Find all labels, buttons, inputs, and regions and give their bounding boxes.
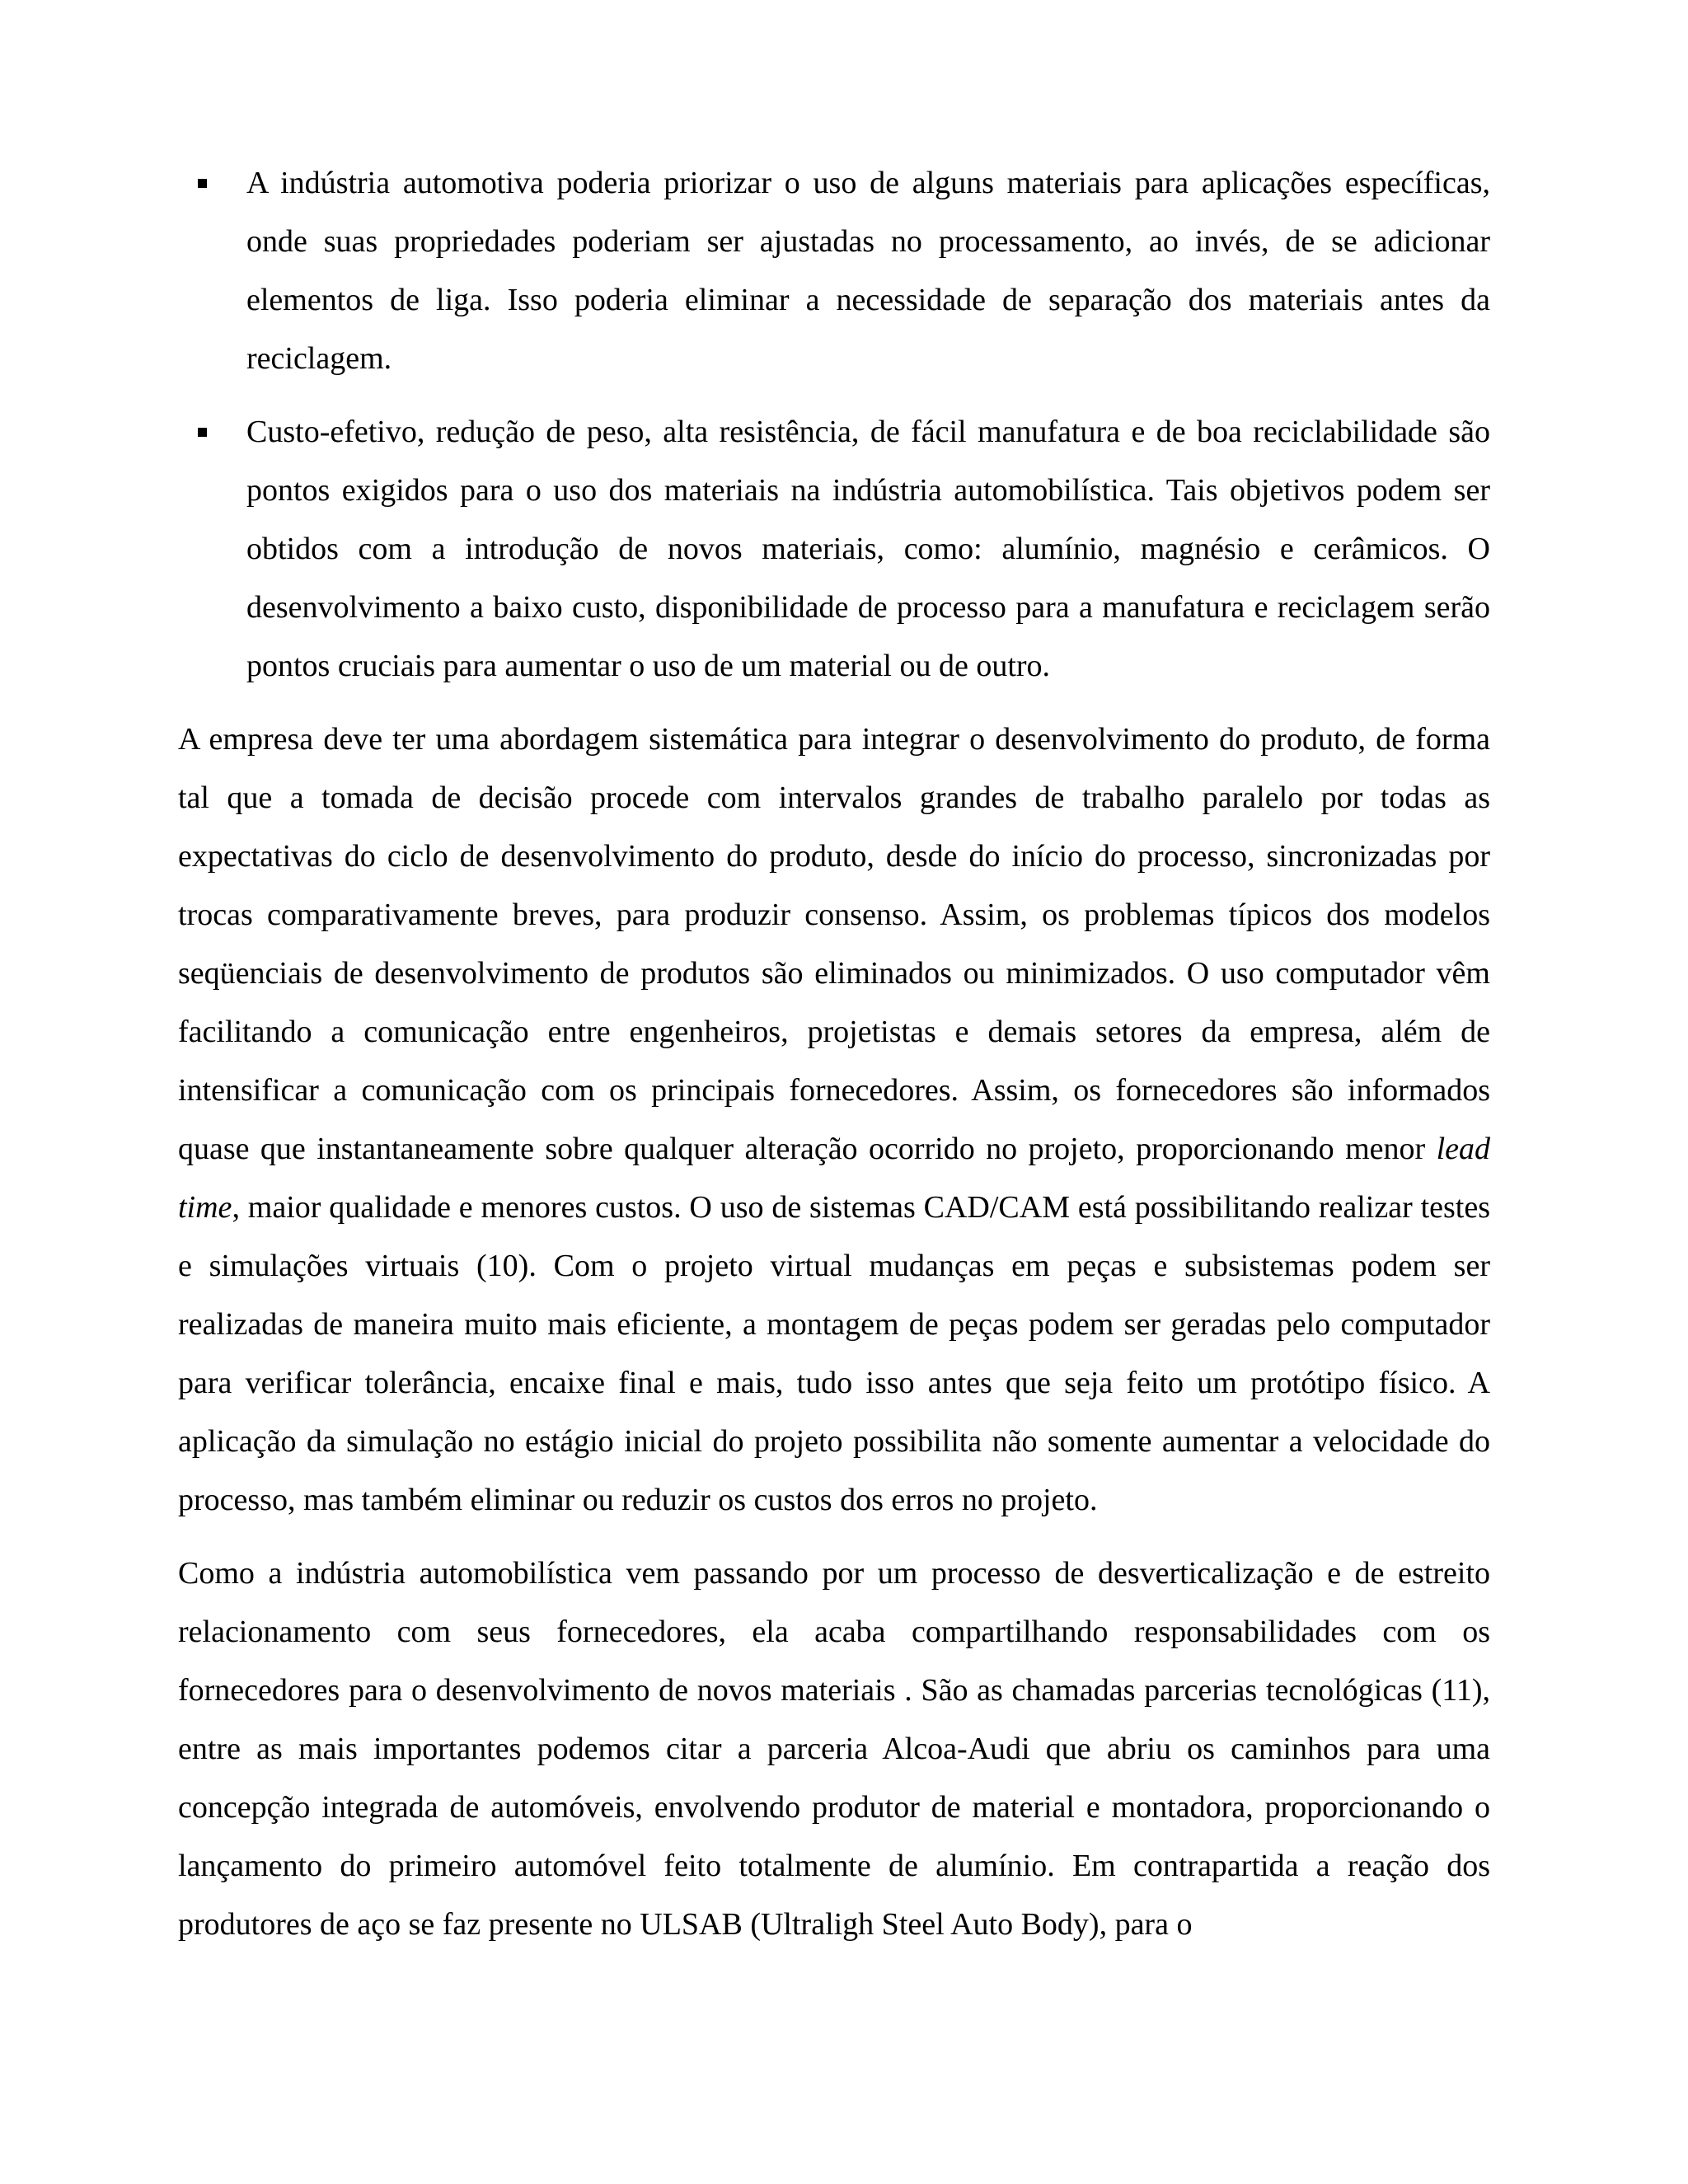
paragraph-text: Como a indústria automobilística vem passando por um processo de desverticalização e de estreito relacionamento com seus fornecedores, ela acaba compartilhando responsabilidades com os fornecedores para o desenvolvimento de novos materiais . São as chamadas parcerias tecnológicas (11), entre as mais importantes podemos citar a parceria Alcoa-Audi que abriu os caminhos para uma concepção integrada de automóveis, envolvendo produtor de material e montadora, proporcionando o lançamento do primeiro automóvel feito totalmente de alumínio. Em contrapartida a reação dos produtores de aço se faz presente no ULSAB (Ultraligh Steel Auto Body), para o [178, 1556, 1490, 1942]
square-bullet-icon [198, 179, 207, 188]
paragraph-technology-partnerships [178, 1544, 1490, 1954]
bullet-text: A indústria automotiva poderia priorizar o uso de alguns materiais para aplicações específicas, onde suas propriedades poderiam ser ajustadas no processamento, ao invés, de se adicionar elementos de liga. Isso poderia eliminar a necessidade de separação dos materiais antes da reciclagem. [246, 166, 1490, 376]
bullet-item-cost-effective [178, 403, 1490, 696]
paragraph-product-development [178, 710, 1490, 1530]
bullet-item-materials-priority [178, 154, 1490, 388]
bullet-list [178, 154, 1490, 696]
document-body [178, 154, 1490, 1969]
paragraph-text: , maior qualidade e menores custos. O uso de sistemas CAD/CAM está possibilitando realizar testes e simulações virtuais (10). Com o projeto virtual mudanças em peças e subsistemas podem ser realizadas de maneira muito mais eficiente, a montagem de peças podem ser geradas pelo computador para verificar tolerância, encaixe final e mais, tudo isso antes que seja feito um protótipo físico. A aplicação da simulação no estágio inicial do projeto possibilita não somente aumentar a velocidade do processo, mas também eliminar ou reduzir os custos dos erros no projeto. [178, 1190, 1490, 1517]
square-bullet-icon [198, 428, 207, 437]
italic-term: lead time [178, 1132, 1490, 1225]
paragraph-text: A empresa deve ter uma abordagem sistemática para integrar o desenvolvimento do produto, de forma tal que a tomada de decisão procede com intervalos grandes de trabalho paralelo por todas as expectativas do ciclo de desenvolvimento do produto, desde do início do processo, sincronizadas por trocas comparativamente breves, para produzir consenso. Assim, os problemas típicos dos modelos seqüenciais de desenvolvimento de produtos são eliminados ou minimizados. O uso computador vêm facilitando a comunicação entre engenheiros, projetistas e demais setores da empresa, além de intensificar a comunicação com os principais fornecedores. Assim, os fornecedores são informados quase que instantaneamente sobre qualquer alteração ocorrido no projeto, proporcionando menor [178, 722, 1490, 1166]
bullet-text: Custo-efetivo, redução de peso, alta resistência, de fácil manufatura e de boa reciclabilidade são pontos exigidos para o uso dos materiais na indústria automobilística. Tais objetivos podem ser obtidos com a introdução de novos materiais, como: alumínio, magnésio e cerâmicos. O desenvolvimento a baixo custo, disponibilidade de processo para a manufatura e reciclagem serão pontos cruciais para aumentar o uso de um material ou de outro. [246, 415, 1490, 683]
